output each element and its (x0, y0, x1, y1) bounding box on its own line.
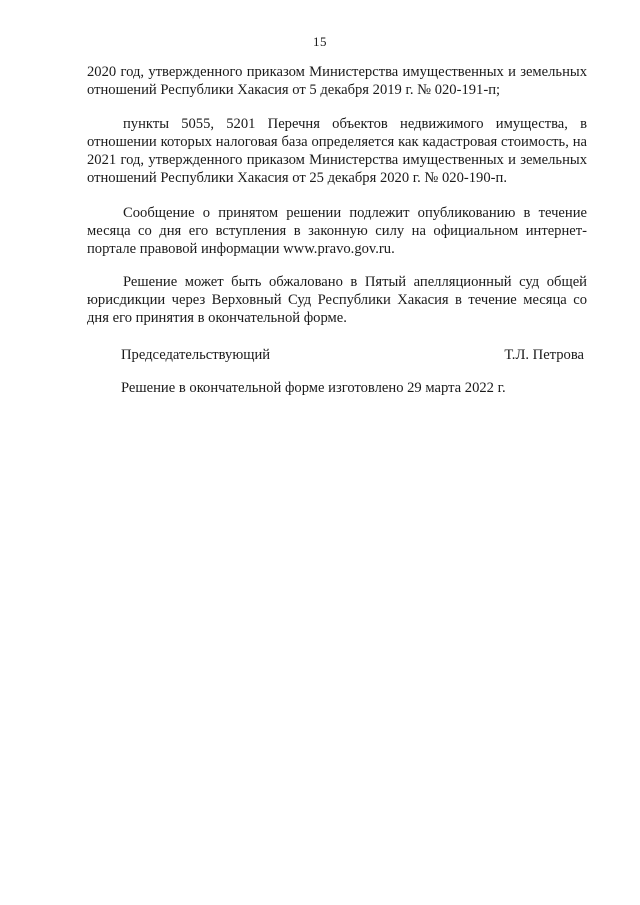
final-form-note: Решение в окончательной форме изготовлено 29 марта 2022 г. (121, 380, 506, 396)
paragraph-appeal: Решение может быть обжаловано в Пятый апелляционный суд общей юрисдикции через Верховный Суд Республики Хакасия в течение месяца со дня его принятия в окончательной форме. (87, 274, 587, 326)
paragraph-items-list: пункты 5055, 5201 Перечня объектов недвижимого имущества, в отношении которых налоговая база определяется как кадастровая стоимость, на 2021 год, утвержденного приказом Министерства имущественных и земельных отношений Республики Хакасия от 25 декабря 2020 г. № 020-190-п. (87, 116, 587, 186)
signature-role: Председательствующий (121, 347, 271, 363)
paragraph-publication: Сообщение о принятом решении подлежит опубликованию в течение месяца со дня его вступления в законную силу на официальном интернет-портале правовой информации www.pravo.gov.ru. (87, 205, 587, 257)
signature-name: Т.Л. Петрова (504, 347, 584, 363)
page-number: 15 (313, 34, 327, 49)
paragraph-continuation: 2020 год, утвержденного приказом Министерства имущественных и земельных отношений Республики Хакасия от 5 декабря 2019 г. № 020-191-п; (87, 64, 587, 98)
signature-block (87, 346, 587, 364)
document-body (87, 63, 587, 397)
